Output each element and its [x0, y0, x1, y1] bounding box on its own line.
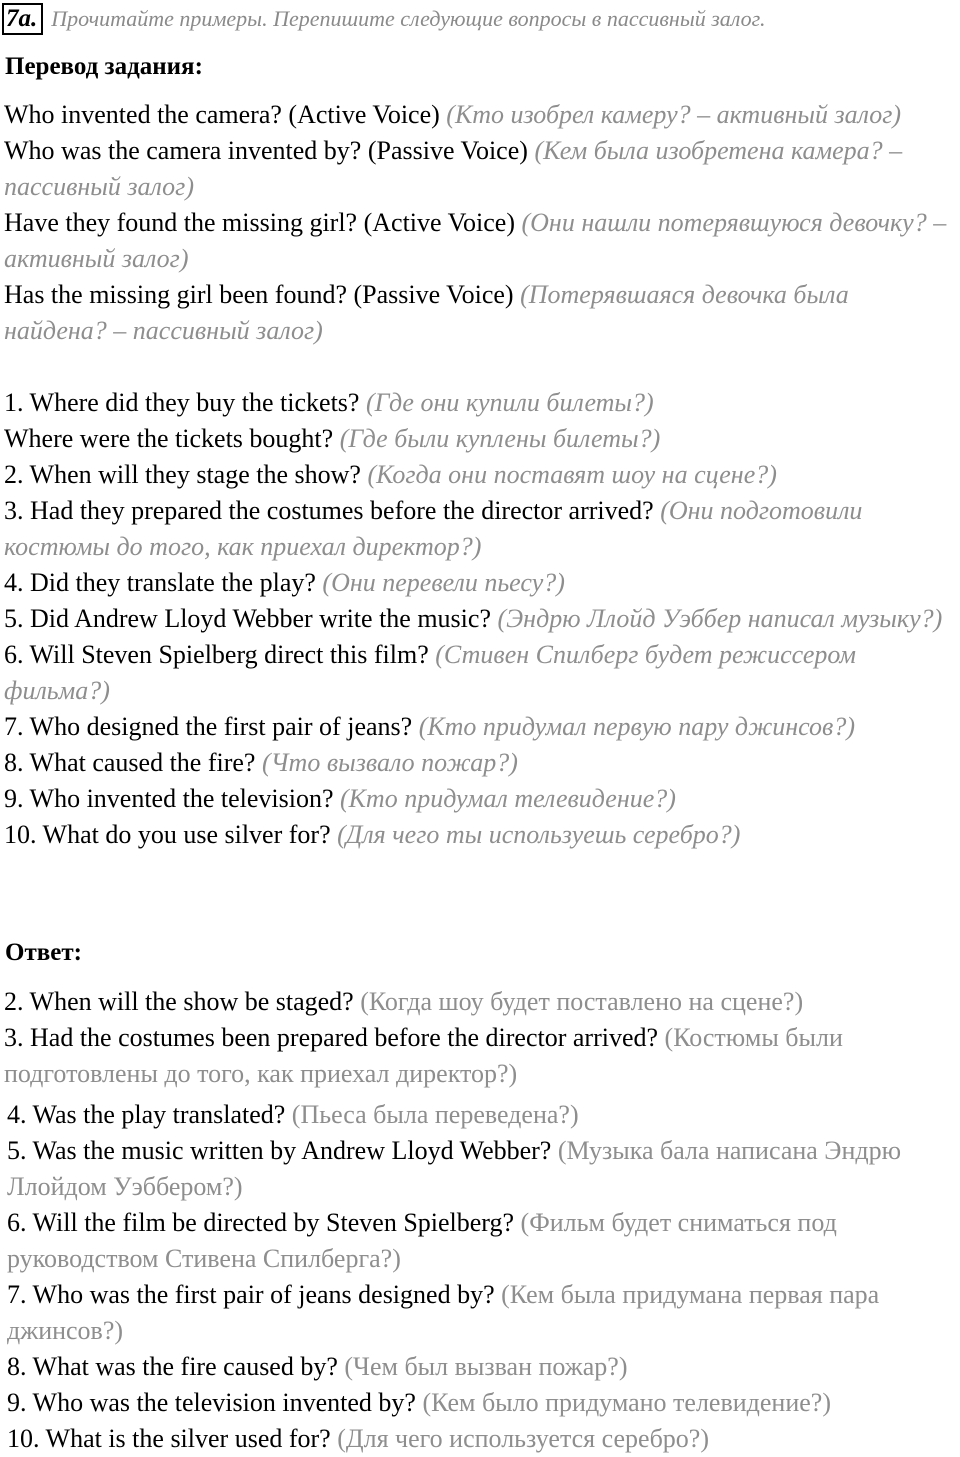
question-line: Where were the tickets bought? (Где были куплены билеты?): [4, 424, 661, 453]
example-line: Who invented the camera? (Active Voice) (Кто изобрел камеру? – активный залог): [4, 100, 902, 129]
answer-heading: Ответ:: [5, 939, 82, 966]
example-line: Who was the camera invented by? (Passive Voice) (Кем была изобретена камера? – пассивный залог): [4, 136, 903, 201]
answer-line: 2. When will the show be staged? (Когда шоу будет поставлено на сцене?): [4, 987, 804, 1016]
task-instruction: Прочитайте примеры. Перепишите следующие вопросы в пассивный залог.: [51, 6, 766, 31]
answer-line: 6. Will the film be directed by Steven Spielberg? (Фильм будет сниматься под руководством Стивена Спилберга?): [7, 1208, 837, 1273]
answers-block-a: [4, 984, 956, 1092]
question-line: 3. Had they prepared the costumes before the director arrived? (Они подготовили костюмы до того, как приехал директор?): [4, 496, 863, 561]
examples-block: [4, 97, 956, 853]
answer-line: 7. Who was the first pair of jeans designed by? (Кем была придумана первая пара джинсов?): [7, 1280, 880, 1345]
question-line: 9. Who invented the television? (Кто придумал телевидение?): [4, 784, 676, 813]
answers-block-b: [7, 1097, 956, 1457]
question-line: 8. What caused the fire? (Что вызвало пожар?): [4, 748, 518, 777]
question-line: 7. Who designed the first pair of jeans? (Кто придумал первую пару джинсов?): [4, 712, 855, 741]
answer-line: 9. Who was the television invented by? (Кем было придумано телевидение?): [7, 1388, 831, 1417]
question-line: 4. Did they translate the play? (Они перевели пьесу?): [4, 568, 565, 597]
question-line: 5. Did Andrew Lloyd Webber write the music? (Эндрю Ллойд Уэббер написал музыку?): [4, 604, 943, 633]
answer-line: 8. What was the fire caused by? (Чем был вызван пожар?): [7, 1352, 628, 1381]
translation-heading: Перевод задания:: [5, 53, 203, 80]
question-line: 10. What do you use silver for? (Для чего ты используешь серебро?): [4, 820, 741, 849]
question-line: 6. Will Steven Spielberg direct this film? (Стивен Спилберг будет режиссером фильма?): [4, 640, 856, 705]
question-line: 1. Where did they buy the tickets? (Где они купили билеты?): [4, 388, 654, 417]
answer-line: 3. Had the costumes been prepared before the director arrived? (Костюмы были подготовлены до того, как приехал директор?): [4, 1023, 843, 1088]
question-line: 2. When will they stage the show? (Когда они поставят шоу на сцене?): [4, 460, 777, 489]
answer-line: 4. Was the play translated? (Пьеса была переведена?): [7, 1100, 579, 1129]
example-line: Has the missing girl been found? (Passive Voice) (Потерявшаяся девочка была найдена? – пассивный залог): [4, 280, 849, 345]
answer-line: 5. Was the music written by Andrew Lloyd Webber? (Музыка бала написана Эндрю Ллойдом Уэббером?): [7, 1136, 902, 1201]
task-number: 7a.: [2, 3, 43, 35]
example-line: Have they found the missing girl? (Active Voice) (Они нашли потерявшуюся девочку? – активный залог): [4, 208, 947, 273]
task-header: [2, 3, 765, 35]
answer-line: 10. What is the silver used for? (Для чего используется серебро?): [7, 1424, 710, 1453]
